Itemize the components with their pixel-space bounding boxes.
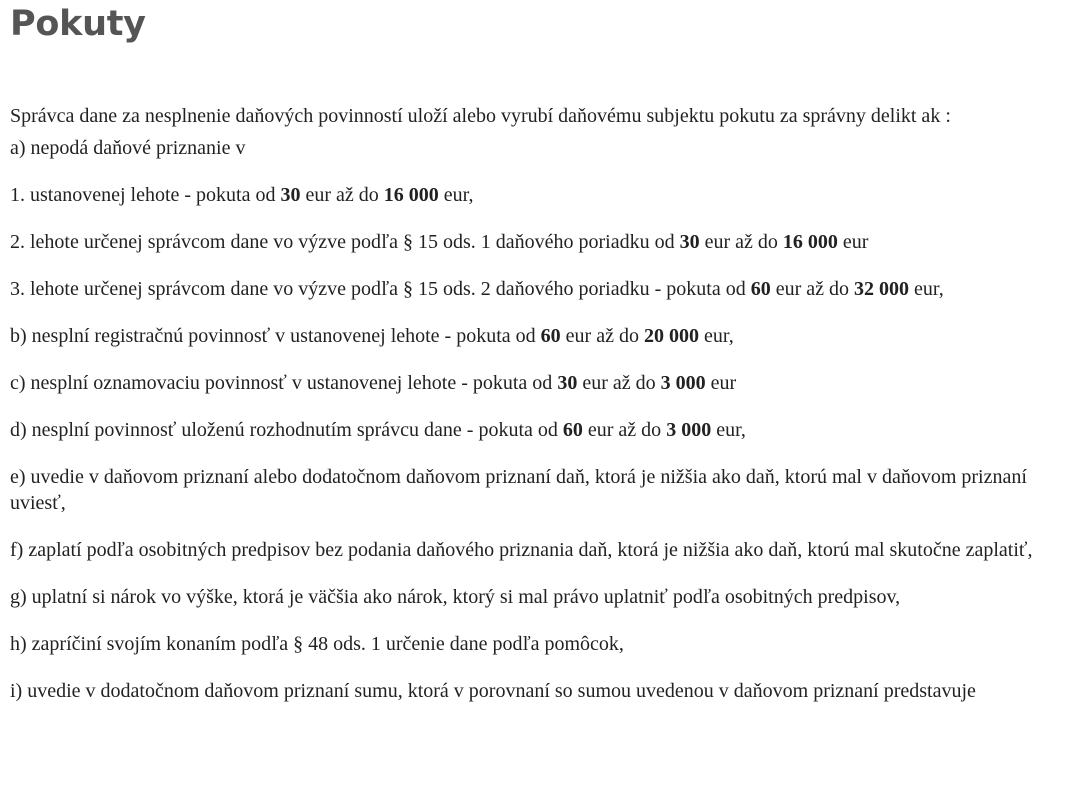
item-i: i) uvedie v dodatočnom daňovom priznaní sumu, ktorá v porovnaní so sumou uvedenou v daňovom priznaní predstavuje (10, 680, 976, 702)
item-h: h) zapríčiní svojím konaním podľa § 48 ods. 1 určenie dane podľa pomôcok, (10, 633, 624, 655)
item-a3-text: 3. lehote určenej správcom dane vo výzve podľa § 15 ods. 2 daňového poriadku - pokuta od (10, 278, 751, 300)
item-d-end: eur, (711, 419, 746, 441)
intro-text: Správca dane za nesplnenie daňových povinností uloží alebo vyrubí daňovému subjektu pokutu za správny delikt ak : (10, 105, 951, 127)
item-a1-max: 16 000 (383, 184, 439, 206)
item-a3-min: 60 (750, 278, 771, 300)
item-d-max: 3 000 (666, 419, 712, 441)
item-a3-end: eur, (909, 278, 944, 300)
item-a2-text: 2. lehote určenej správcom dane vo výzve podľa § 15 ods. 1 daňového poriadku od (10, 231, 680, 253)
item-b-max: 20 000 (643, 325, 699, 347)
item-d-mid: eur až do (582, 419, 667, 441)
item-a2-mid: eur až do (699, 231, 783, 253)
item-f: f) zaplatí podľa osobitných predpisov bez podania daňového priznania daň, ktorá je nižšia ako daň, ktorú mal skutočne zaplatiť, (10, 539, 1033, 561)
item-a1-mid: eur až do (300, 184, 384, 206)
item-a1 (10, 182, 1082, 208)
item-c-text: c) nesplní oznamovaciu povinnosť v ustanovenej lehote - pokuta od (10, 372, 558, 394)
item-d-text: d) nesplní povinnosť uloženú rozhodnutím správcu dane - pokuta od (10, 419, 563, 441)
item-a1-text: 1. ustanovenej lehote - pokuta od (10, 184, 281, 206)
item-e: e) uvedie v daňovom priznaní alebo dodatočnom daňovom priznaní daň, ktorá je nižšia ako daň, ktorú mal v daňovom priznaní uviesť, (10, 466, 1027, 514)
item-c-mid: eur až do (577, 372, 661, 394)
item-a2-min: 30 (679, 231, 700, 253)
item-c-max: 3 000 (660, 372, 706, 394)
item-d-min: 60 (562, 419, 583, 441)
item-d (10, 417, 1082, 443)
item-a1-end: eur, (438, 184, 474, 206)
item-b (10, 323, 1082, 349)
item-b-min: 60 (540, 325, 561, 347)
item-b-text: b) nesplní registračnú povinnosť v ustanovenej lehote - pokuta od (10, 325, 541, 347)
item-a2-end: eur (837, 231, 869, 253)
item-a2 (10, 229, 1082, 255)
item-b-end: eur, (698, 325, 734, 347)
item-a3-max: 32 000 (854, 278, 909, 300)
item-b-mid: eur až do (560, 325, 644, 347)
item-c-end: eur (705, 372, 737, 394)
article-body (10, 104, 1082, 704)
item-a2-max: 16 000 (782, 231, 838, 253)
item-a1-min: 30 (280, 184, 301, 206)
item-a: a) nepodá daňové priznanie v (10, 137, 246, 159)
item-g: g) uplatní si nárok vo výške, ktorá je väčšia ako nárok, ktorý si mal právo uplatniť podľa osobitných predpisov, (10, 586, 901, 608)
item-a3-mid: eur až do (770, 278, 854, 300)
item-a3 (10, 276, 1082, 302)
item-c-min: 30 (557, 372, 578, 394)
item-c (10, 370, 1082, 396)
page-title: Pokuty (10, 4, 146, 44)
